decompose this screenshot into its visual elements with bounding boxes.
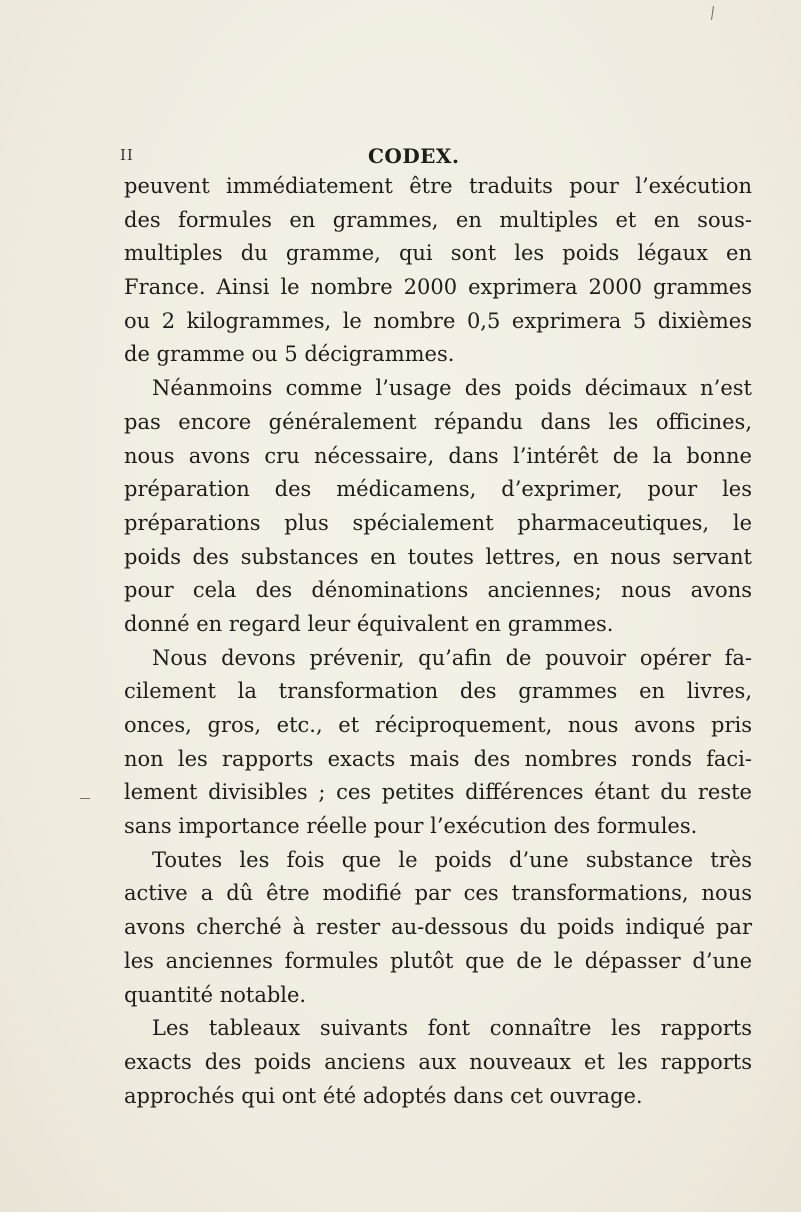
text-line: de gramme ou 5 décigrammes. <box>124 342 455 367</box>
text-line: nous avons cru nécessaire, dans l’intérêt de la bonne <box>124 443 752 468</box>
text-line: Les tableaux suivants font connaître les rapports <box>152 1016 752 1041</box>
text-line: approchés qui ont été adoptés dans cet ouvrage. <box>124 1083 643 1108</box>
text-line: Néanmoins comme l’usage des poids décimaux n’est <box>152 376 752 401</box>
text-line: lement divisibles ; ces petites différences étant du reste <box>124 780 752 805</box>
text-line: peuvent immédiatement être traduits pour l’exécution <box>124 174 752 198</box>
text-line: Toutes les fois que le poids d’une substance très <box>152 847 752 872</box>
text-line: quantité notable. <box>124 982 307 1007</box>
text-line: Nous devons prévenir, qu’afin de pouvoir opérer fa- <box>152 645 752 670</box>
text-line: préparations plus spécialement pharmaceutiques, le <box>124 510 752 535</box>
text-line: avons cherché à rester au-dessous du poids indiqué par <box>124 915 752 940</box>
ink-mark <box>711 6 714 20</box>
text-line: non les rapports exacts mais des nombres ronds faci- <box>124 746 752 771</box>
text-line: des formules en grammes, en multiples et en sous- <box>124 207 752 232</box>
text-line: pour cela des dénominations anciennes; nous avons <box>124 578 752 603</box>
text-line: pas encore généralement répandu dans les officines, <box>124 409 752 434</box>
text-line: ou 2 kilogrammes, le nombre 0,5 exprimera 5 dixièmes <box>124 308 752 333</box>
running-title: CODEX. <box>368 144 460 168</box>
text-line: poids des substances en toutes lettres, en nous servant <box>124 544 752 569</box>
margin-dash <box>80 798 90 799</box>
text-line: cilement la transformation des grammes en livres, <box>124 679 752 704</box>
text-line: active a dû être modifié par ces transformations, nous <box>124 881 752 906</box>
page-header <box>120 146 680 172</box>
text-line: exacts des poids anciens aux nouveaux et les rapports <box>124 1049 752 1074</box>
text-line: les anciennes formules plutôt que de le dépasser d’une <box>124 948 752 973</box>
text-line: sans importance réelle pour l’exécution des formules. <box>124 814 698 839</box>
text-line: onces, gros, etc., et réciproquement, nous avons pris <box>124 713 752 737</box>
body-text <box>124 170 752 1113</box>
text-line: multiples du gramme, qui sont les poids légaux en <box>124 241 752 266</box>
page-folio: II <box>120 146 134 164</box>
text-line: France. Ainsi le nombre 2000 exprimera 2000 grammes <box>124 275 752 300</box>
text-line: préparation des médicamens, d’exprimer, pour les <box>124 477 752 502</box>
text-line: donné en regard leur équivalent en grammes. <box>124 611 614 636</box>
